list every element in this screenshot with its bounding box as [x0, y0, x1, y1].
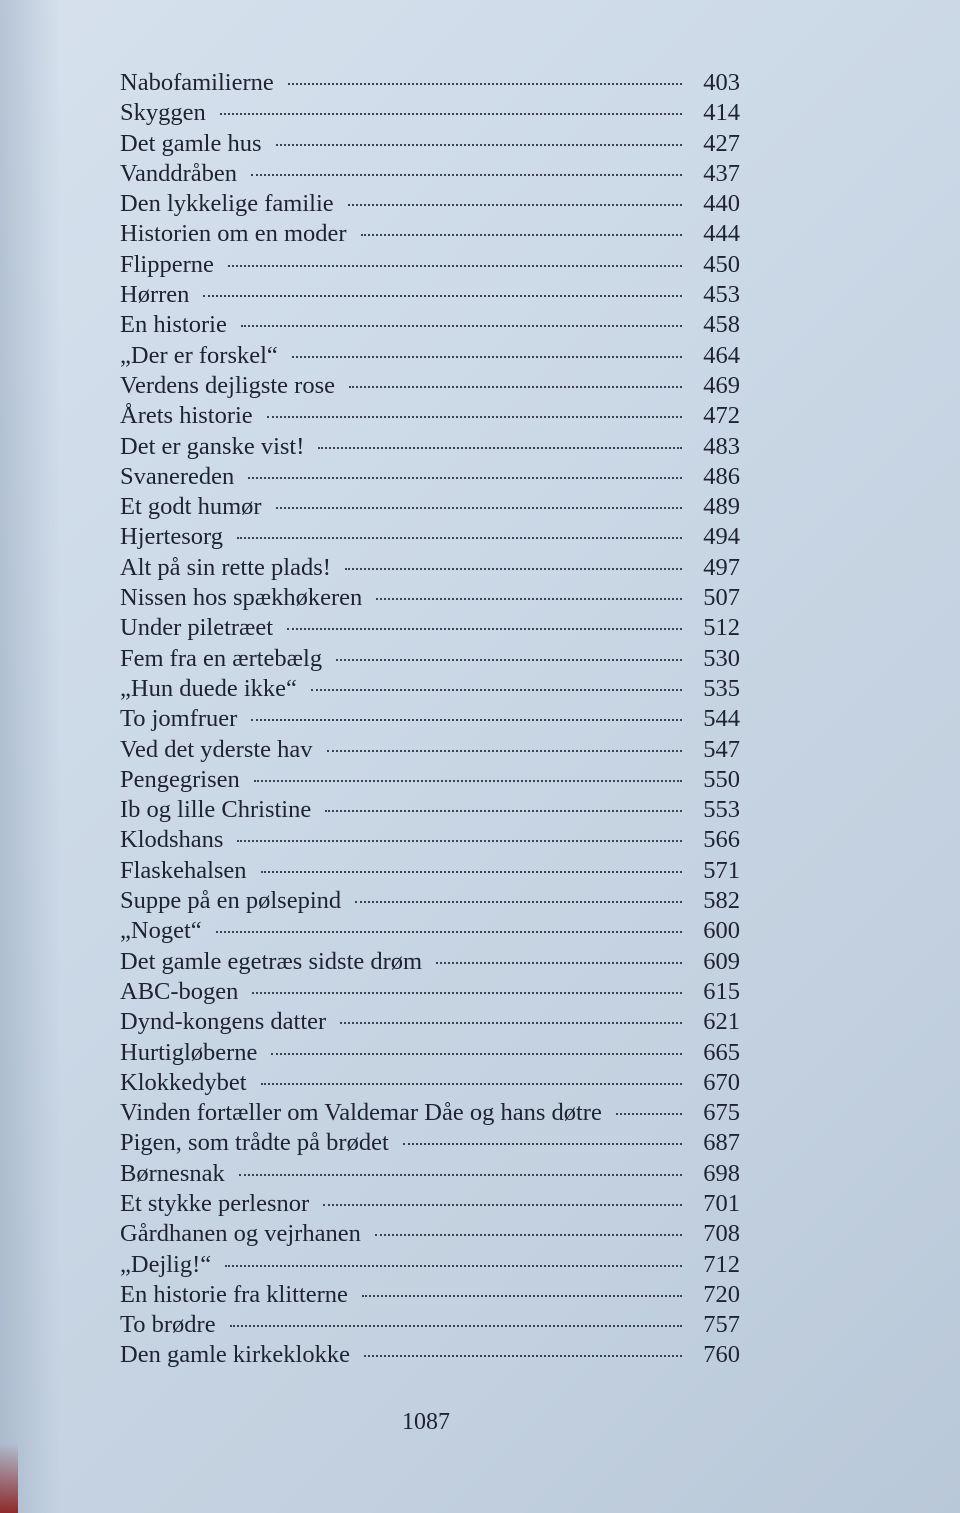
toc-entry-page: 450	[703, 250, 740, 278]
toc-entry-title: „Dejlig!“	[120, 1250, 212, 1278]
toc-entry-page: 675	[703, 1099, 740, 1127]
toc-entry	[120, 644, 740, 674]
toc-dot-leader	[336, 659, 682, 661]
toc-entry	[120, 1340, 740, 1370]
toc-entry-page: 609	[703, 947, 740, 975]
toc-dot-leader	[251, 174, 682, 176]
toc-entry-page: 437	[703, 159, 740, 187]
toc-entry-page: 687	[703, 1129, 740, 1157]
toc-entry-page: 530	[703, 644, 740, 672]
toc-entry	[120, 1007, 740, 1037]
toc-dot-leader	[239, 1174, 682, 1176]
toc-entry-page: 571	[703, 856, 740, 884]
toc-entry-title: Nissen hos spækhøkeren	[120, 584, 363, 612]
toc-entry-title: Suppe på en pølsepind	[120, 887, 342, 915]
toc-dot-leader	[220, 113, 682, 115]
toc-entry-title: Verdens dejligste rose	[120, 371, 335, 399]
toc-dot-leader	[318, 447, 682, 449]
toc-dot-leader	[376, 598, 682, 600]
toc-entry-title: „Noget“	[120, 917, 202, 945]
toc-entry-page: 444	[703, 220, 740, 248]
toc-dot-leader	[327, 750, 682, 752]
toc-entry	[120, 886, 740, 916]
toc-dot-leader	[355, 901, 682, 903]
table-of-contents	[120, 68, 740, 1371]
toc-dot-leader	[436, 962, 682, 964]
toc-entry	[120, 704, 740, 734]
toc-entry-page: 507	[703, 584, 740, 612]
toc-entry	[120, 129, 740, 159]
toc-entry-page: 464	[703, 341, 740, 369]
toc-entry-page: 512	[703, 614, 740, 642]
toc-entry-title: Historien om en moder	[120, 220, 347, 248]
toc-entry-page: 403	[703, 69, 740, 96]
toc-entry-title: Vanddråben	[120, 159, 238, 187]
toc-entry-title: Et stykke perlesnor	[120, 1189, 310, 1217]
toc-entry	[120, 765, 740, 795]
toc-entry	[120, 250, 740, 280]
toc-entry-page: 414	[703, 99, 740, 127]
toc-dot-leader	[348, 204, 682, 206]
toc-entry-title: Fem fra en ærtebælg	[120, 644, 323, 672]
toc-entry-title: Klodshans	[120, 826, 224, 854]
toc-entry	[120, 189, 740, 219]
toc-entry-title: Hørren	[120, 281, 190, 309]
toc-entry	[120, 219, 740, 249]
toc-entry-title: En historie	[120, 311, 227, 339]
toc-entry-page: 458	[703, 311, 740, 339]
toc-entry-page: 535	[703, 674, 740, 702]
toc-dot-leader	[254, 780, 682, 782]
toc-entry	[120, 432, 740, 462]
toc-entry-title: Et godt humør	[120, 493, 262, 521]
toc-dot-leader	[216, 931, 682, 933]
toc-entry	[120, 1219, 740, 1249]
toc-entry-title: To jomfruer	[120, 705, 238, 733]
toc-entry	[120, 159, 740, 189]
toc-entry-title: Dynd-kongens datter	[120, 1008, 327, 1036]
toc-entry	[120, 583, 740, 613]
toc-dot-leader	[340, 1022, 682, 1024]
toc-entry	[120, 613, 740, 643]
toc-entry	[120, 68, 740, 98]
toc-entry-title: Ved det yderste hav	[120, 735, 313, 763]
toc-entry	[120, 341, 740, 371]
toc-entry-page: 701	[703, 1189, 740, 1217]
toc-entry-title: „Hun duede ikke“	[120, 674, 297, 702]
toc-dot-leader	[251, 719, 682, 721]
toc-entry	[120, 98, 740, 128]
toc-dot-leader	[362, 1295, 682, 1297]
toc-entry-title: Nabofamilierne	[120, 69, 274, 96]
toc-dot-leader	[323, 1204, 682, 1206]
toc-entry	[120, 492, 740, 522]
toc-dot-leader	[361, 234, 682, 236]
toc-entry-page: 757	[703, 1311, 740, 1339]
toc-entry-page: 544	[703, 705, 740, 733]
toc-entry-page: 494	[703, 523, 740, 551]
toc-entry-page: 483	[703, 432, 740, 460]
toc-entry	[120, 1098, 740, 1128]
toc-entry	[120, 1189, 740, 1219]
toc-dot-leader	[261, 871, 682, 873]
toc-dot-leader	[237, 840, 682, 842]
toc-entry-title: Klokkedybet	[120, 1068, 247, 1096]
toc-entry-page: 469	[703, 371, 740, 399]
toc-entry-page: 708	[703, 1220, 740, 1248]
page-shadow	[0, 0, 60, 1513]
toc-entry-title: Vinden fortæller om Valdemar Dåe og hans døtre	[120, 1099, 602, 1127]
toc-dot-leader	[228, 265, 682, 267]
toc-entry-page: 760	[703, 1341, 740, 1369]
toc-dot-leader	[349, 386, 682, 388]
toc-dot-leader	[375, 1234, 682, 1236]
toc-entry-page: 582	[703, 887, 740, 915]
toc-dot-leader	[288, 83, 682, 85]
toc-entry	[120, 1250, 740, 1280]
toc-dot-leader	[616, 1113, 682, 1115]
toc-entry-page: 698	[703, 1159, 740, 1187]
toc-entry-page: 550	[703, 765, 740, 793]
toc-entry	[120, 310, 740, 340]
toc-entry-title: Gårdhanen og vejrhanen	[120, 1220, 361, 1248]
toc-entry	[120, 280, 740, 310]
toc-dot-leader	[292, 356, 682, 358]
toc-entry-title: Den gamle kirkeklokke	[120, 1341, 350, 1369]
toc-entry-page: 615	[703, 977, 740, 1005]
toc-entry-page: 621	[703, 1008, 740, 1036]
toc-entry-title: Børnesnak	[120, 1159, 225, 1187]
toc-entry-page: 553	[703, 796, 740, 824]
toc-entry-title: Flaskehalsen	[120, 856, 247, 884]
toc-dot-leader	[248, 477, 682, 479]
toc-entry-page: 472	[703, 402, 740, 430]
toc-dot-leader	[403, 1143, 682, 1145]
toc-dot-leader	[237, 537, 682, 539]
toc-dot-leader	[271, 1053, 682, 1055]
toc-entry-title: „Der er forskel“	[120, 341, 278, 369]
toc-entry-title: Det gamle egetræs sidste drøm	[120, 947, 423, 975]
toc-dot-leader	[241, 325, 682, 327]
toc-entry-title: ABC-bogen	[120, 977, 239, 1005]
toc-entry-title: Svanereden	[120, 462, 235, 490]
toc-entry	[120, 674, 740, 704]
toc-entry-page: 547	[703, 735, 740, 763]
toc-entry	[120, 522, 740, 552]
toc-entry	[120, 1310, 740, 1340]
toc-entry	[120, 462, 740, 492]
toc-entry	[120, 371, 740, 401]
toc-entry-title: Årets historie	[120, 402, 253, 430]
toc-dot-leader	[311, 689, 682, 691]
toc-entry-page: 670	[703, 1068, 740, 1096]
toc-dot-leader	[325, 810, 682, 812]
toc-dot-leader	[230, 1325, 682, 1327]
toc-dot-leader	[261, 1083, 682, 1085]
toc-entry	[120, 825, 740, 855]
toc-entry-page: 427	[703, 129, 740, 157]
toc-entry	[120, 856, 740, 886]
page-number: 1087	[402, 1409, 450, 1435]
toc-entry-title: Pengegrisen	[120, 765, 240, 793]
toc-entry-title: Flipperne	[120, 250, 214, 278]
toc-entry-page: 453	[703, 281, 740, 309]
cover-edge	[0, 1443, 18, 1513]
toc-entry-page: 489	[703, 493, 740, 521]
toc-entry-page: 497	[703, 553, 740, 581]
toc-entry	[120, 1159, 740, 1189]
toc-dot-leader	[276, 507, 682, 509]
toc-entry-title: To brødre	[120, 1311, 216, 1339]
toc-entry-page: 486	[703, 462, 740, 490]
toc-entry-title: Alt på sin rette plads!	[120, 553, 331, 581]
toc-dot-leader	[225, 1265, 682, 1267]
toc-dot-leader	[345, 568, 682, 570]
toc-entry	[120, 401, 740, 431]
toc-dot-leader	[203, 295, 682, 297]
toc-entry-title: Hjertesorg	[120, 523, 223, 551]
toc-entry-page: 440	[703, 190, 740, 218]
toc-dot-leader	[364, 1355, 682, 1357]
toc-entry-title: En historie fra klitterne	[120, 1280, 348, 1308]
toc-entry-title: Hurtigløberne	[120, 1038, 258, 1066]
toc-dot-leader	[287, 628, 682, 630]
toc-entry-page: 720	[703, 1280, 740, 1308]
toc-entry-title: Det gamle hus	[120, 129, 262, 157]
toc-entry-title: Det er ganske vist!	[120, 432, 305, 460]
toc-entry-page: 665	[703, 1038, 740, 1066]
toc-dot-leader	[276, 144, 682, 146]
toc-entry	[120, 735, 740, 765]
toc-entry	[120, 977, 740, 1007]
toc-entry-title: Ib og lille Christine	[120, 796, 312, 824]
toc-entry	[120, 1038, 740, 1068]
toc-entry-title: Skyggen	[120, 99, 206, 127]
toc-entry-title: Den lykkelige familie	[120, 190, 334, 218]
toc-entry-title: Pigen, som trådte på brødet	[120, 1129, 389, 1157]
toc-entry	[120, 1068, 740, 1098]
toc-dot-leader	[267, 416, 682, 418]
toc-entry	[120, 1128, 740, 1158]
toc-entry	[120, 916, 740, 946]
toc-entry-page: 600	[703, 917, 740, 945]
toc-entry	[120, 795, 740, 825]
toc-entry-title: Under piletræet	[120, 614, 274, 642]
toc-entry-page: 566	[703, 826, 740, 854]
toc-entry	[120, 553, 740, 583]
toc-entry	[120, 1280, 740, 1310]
toc-entry	[120, 947, 740, 977]
toc-dot-leader	[252, 992, 682, 994]
toc-entry-page: 712	[703, 1250, 740, 1278]
